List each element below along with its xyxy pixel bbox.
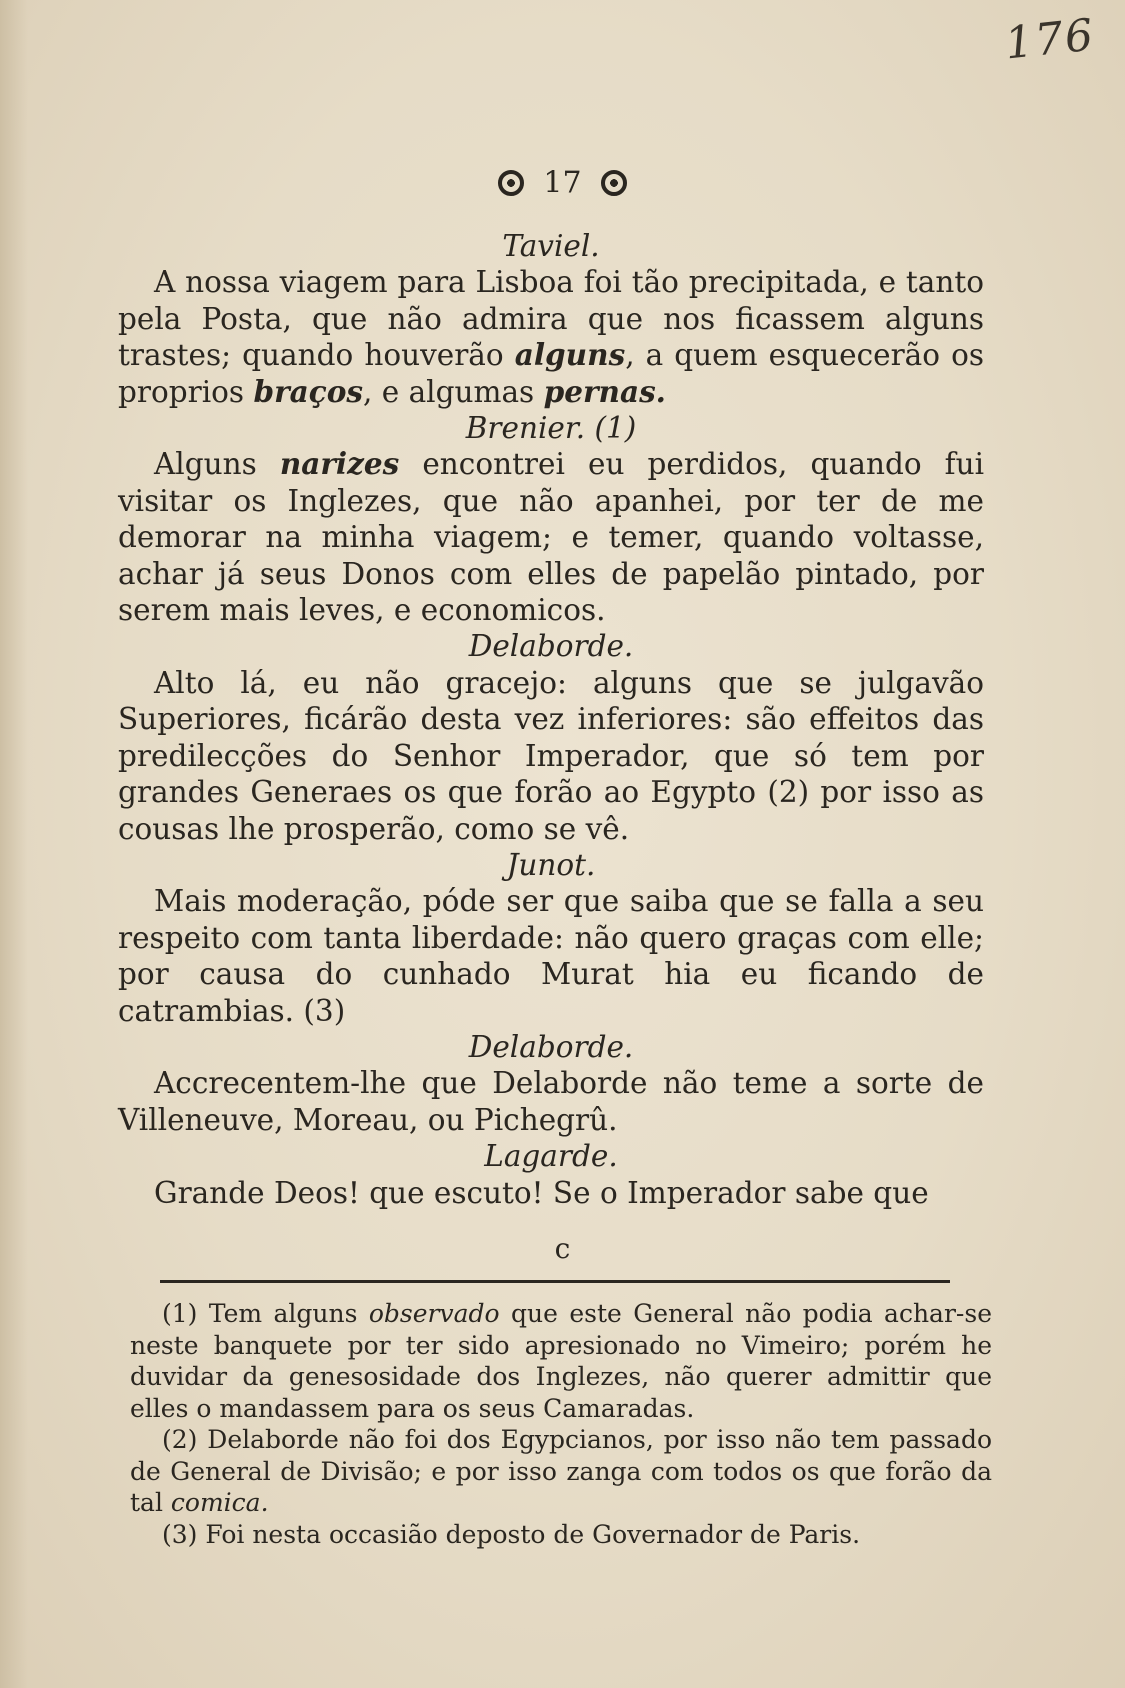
text-run: que este General não podia achar-se neste banquete por ter sido apresionado no Vimeiro; porém he duvidar da genesosidade dos Inglezes, não querer admittir que elles o mandassem para os seus Camaradas. — [130, 1299, 992, 1423]
emphasis-text: observado — [368, 1299, 500, 1328]
dialogue-paragraph — [118, 1065, 984, 1138]
speaker-name: Brenier. (1) — [465, 411, 637, 446]
speaker-name: Lagarde. — [484, 1139, 618, 1174]
handwritten-folio-number: 176 — [1002, 9, 1098, 70]
text-run: (1) Tem alguns — [162, 1299, 369, 1328]
text-run: Grande Deos! que escuto! Se o Imperador sabe que — [154, 1175, 929, 1210]
text-run: A nossa viagem para Lisboa foi tão precipitada, e tanto pela Posta, que não admira que nos ficassem alguns trastes; quando houverão — [118, 265, 984, 373]
text-run: Alguns — [154, 447, 280, 482]
speaker-name: Taviel. — [502, 229, 600, 263]
emphasis-text: narizes — [279, 446, 400, 482]
emphasis-text: alguns — [514, 337, 626, 373]
dialogue-paragraph — [118, 665, 984, 847]
text-run: Alto lá, eu não gracejo: alguns que se julgavão Superiores, ficárão desta vez inferiores: são effeitos das predilecções do Senhor Imperador, que só tem por grandes Generaes os que forão ao Egypto (2) por isso as cousas lhe prosperão, como se vê. — [118, 665, 984, 846]
emphasis-text: pernas. — [543, 373, 666, 409]
emphasis-text: comica. — [170, 1488, 269, 1517]
footnote — [130, 1519, 992, 1551]
ornament-left-icon — [498, 170, 524, 196]
dialogue-text — [118, 228, 984, 1211]
text-run: encontrei eu perdidos, quando fui visitar os Inglezes, que não apanhei, por ter de me demorar na minha viagem; e temer, quando voltasse, achar já seus Donos com elles de papelão pintado, por serem mais leves, e economicos. — [118, 447, 985, 628]
footnote-divider — [160, 1280, 950, 1283]
signature-mark: c — [554, 1232, 571, 1265]
footnote — [130, 1298, 992, 1424]
text-run: , e algumas — [362, 374, 544, 409]
text-run: (2) Delaborde não foi dos Egypcianos, por isso não tem passado de General de Divisão; e por isso zanga com todos os que forão da tal — [130, 1425, 992, 1517]
text-run: Accrecentem-lhe que Delaborde não teme a sorte de Villeneuve, Moreau, ou Pichegrû. — [118, 1066, 984, 1137]
footnote — [130, 1424, 992, 1519]
speaker-name: Delaborde. — [468, 1029, 634, 1064]
dialogue-paragraph — [118, 883, 984, 1029]
dialogue-paragraph — [118, 1175, 984, 1211]
text-run: (3) Foi nesta occasião deposto de Governador de Paris. — [162, 1519, 861, 1549]
page-header — [0, 164, 1125, 201]
dialogue-paragraph — [118, 264, 984, 410]
text-run: , a quem esquecerão os proprios — [118, 338, 985, 409]
dialogue-paragraph — [118, 446, 984, 628]
ornament-right-icon — [601, 170, 627, 196]
text-run: Mais moderação, póde ser que saiba que se falla a seu respeito com tanta liberdade: não quero graças com elle; por causa do cunhado Murat hia eu ficando de catrambias. (3) — [118, 884, 984, 1028]
speaker-name: Delaborde. — [468, 629, 634, 664]
emphasis-text: braços — [253, 373, 363, 409]
speaker-name: Junot. — [506, 847, 596, 882]
page-number: 17 — [543, 165, 582, 201]
footnotes — [130, 1298, 992, 1550]
